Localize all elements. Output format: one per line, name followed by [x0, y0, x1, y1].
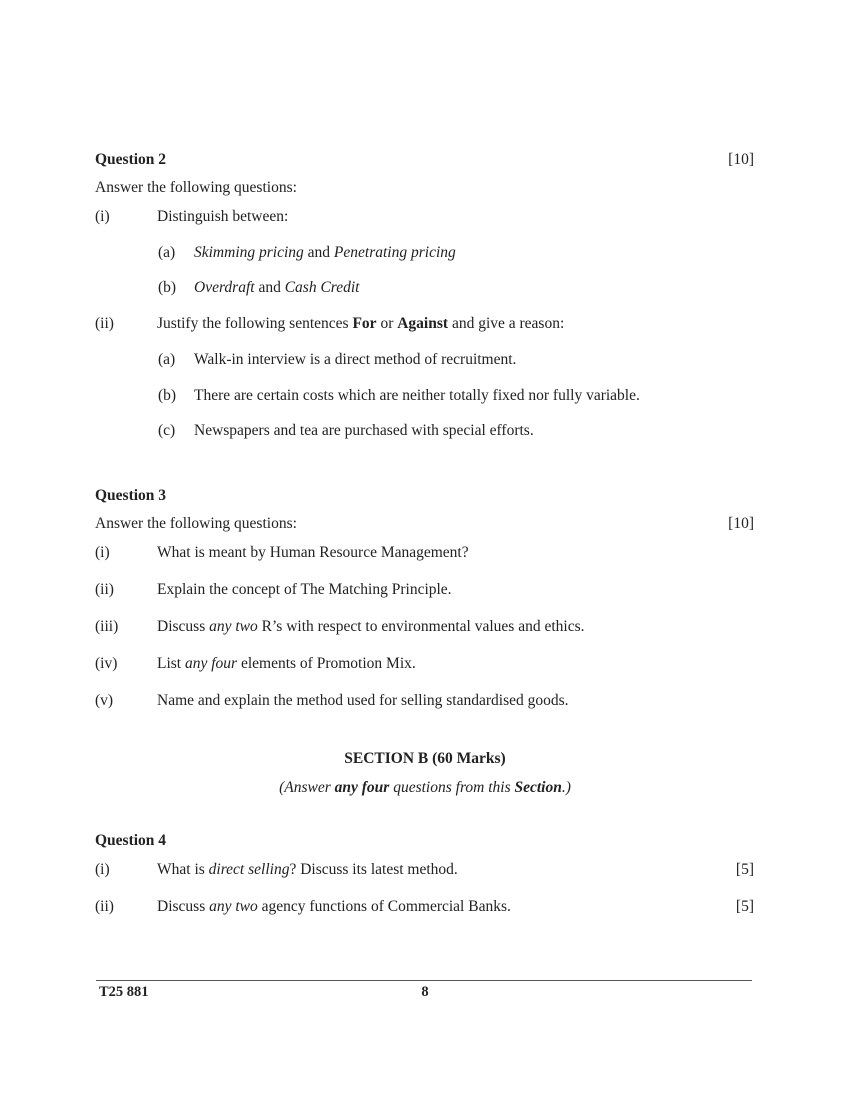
- q4-ii-post: agency functions of Commercial Banks.: [257, 898, 511, 915]
- q2-ii-c-text: Newspapers and tea are purchased with special efforts.: [194, 422, 534, 439]
- q2-i-text: Distinguish between:: [157, 208, 289, 225]
- q3-iii-post: R’s with respect to environmental values and ethics.: [257, 618, 585, 635]
- question-2-marks: [10]: [728, 151, 754, 168]
- instr-section: Section: [514, 779, 562, 796]
- q4-i-text: [157, 861, 458, 879]
- term-penetrating-pricing: Penetrating pricing: [333, 244, 456, 261]
- q3-iii-number: (iii): [95, 618, 119, 635]
- q3-i-number: (i): [95, 544, 110, 561]
- q2-ii-text: [157, 315, 564, 333]
- q3-iii-text: [157, 618, 584, 636]
- q2-ii-post: and give a reason:: [448, 315, 565, 332]
- q2-ii-number: (ii): [95, 315, 114, 332]
- emphasis: any two: [209, 618, 258, 635]
- emphasis: any two: [209, 898, 258, 915]
- question-2-title: Question 2: [95, 151, 167, 168]
- q3-i-text: What is meant by Human Resource Management?: [157, 544, 469, 561]
- q3-ii-number: (ii): [95, 581, 114, 598]
- q4-ii-number: (ii): [95, 898, 114, 915]
- q3-ii-text: Explain the concept of The Matching Principle.: [157, 581, 452, 598]
- emphasis: direct selling: [208, 861, 290, 878]
- q2-i-b-label: (b): [158, 279, 177, 296]
- conjunction: and: [254, 279, 285, 296]
- q4-i-pre: What is: [157, 861, 209, 878]
- q4-ii-text: [157, 898, 511, 916]
- q2-ii-b-text: There are certain costs which are neither totally fixed nor fully variable.: [194, 387, 640, 404]
- for-keyword: For: [352, 315, 377, 332]
- q2-i-a-text: [194, 244, 456, 262]
- emphasis: any four: [185, 655, 238, 672]
- question-2-intro: Answer the following questions:: [95, 179, 297, 196]
- term-skimming-pricing: Skimming pricing: [194, 244, 304, 261]
- q4-i-post: ? Discuss its latest method.: [289, 861, 458, 878]
- instr-post: .): [561, 779, 571, 796]
- q3-iii-pre: Discuss: [157, 618, 210, 635]
- q2-ii-or: or: [376, 315, 398, 332]
- against-keyword: Against: [397, 315, 449, 332]
- q2-ii-a-text: Walk-in interview is a direct method of recruitment.: [194, 351, 517, 368]
- question-3-intro: Answer the following questions:: [95, 515, 297, 532]
- q2-ii-c-label: (c): [158, 422, 176, 439]
- q3-iv-pre: List: [157, 655, 185, 672]
- instr-pre: (Answer: [279, 779, 335, 796]
- question-3-title: Question 3: [95, 487, 167, 504]
- section-b-heading: SECTION B (60 Marks): [344, 750, 506, 767]
- q3-iv-post: elements of Promotion Mix.: [237, 655, 416, 672]
- question-3-marks: [10]: [728, 515, 754, 532]
- footer-code: T25 881: [99, 984, 149, 1000]
- conjunction: and: [303, 244, 334, 261]
- instr-any-four: any four: [334, 779, 390, 796]
- q2-i-b-text: [194, 279, 360, 297]
- page-number: 8: [421, 984, 429, 1000]
- q4-i-number: (i): [95, 861, 110, 878]
- q2-ii-a-label: (a): [158, 351, 176, 368]
- section-b-instruction: [0, 779, 850, 797]
- q4-ii-marks: [5]: [735, 898, 754, 915]
- q3-v-text: Name and explain the method used for selling standardised goods.: [157, 692, 569, 709]
- q2-ii-b-label: (b): [158, 387, 177, 404]
- q2-i-number: (i): [95, 208, 110, 225]
- q2-i-a-label: (a): [158, 244, 176, 261]
- footer-rule: [96, 980, 752, 981]
- q2-ii-pre: Justify the following sentences: [157, 315, 353, 332]
- term-cash-credit: Cash Credit: [284, 279, 360, 296]
- term-overdraft: Overdraft: [194, 279, 255, 296]
- q3-iv-number: (iv): [95, 655, 118, 672]
- instr-mid: questions from this: [389, 779, 515, 796]
- q3-v-number: (v): [95, 692, 114, 709]
- question-4-title: Question 4: [95, 832, 167, 849]
- q3-iv-text: [157, 655, 416, 673]
- q4-ii-pre: Discuss: [157, 898, 210, 915]
- q4-i-marks: [5]: [735, 861, 754, 878]
